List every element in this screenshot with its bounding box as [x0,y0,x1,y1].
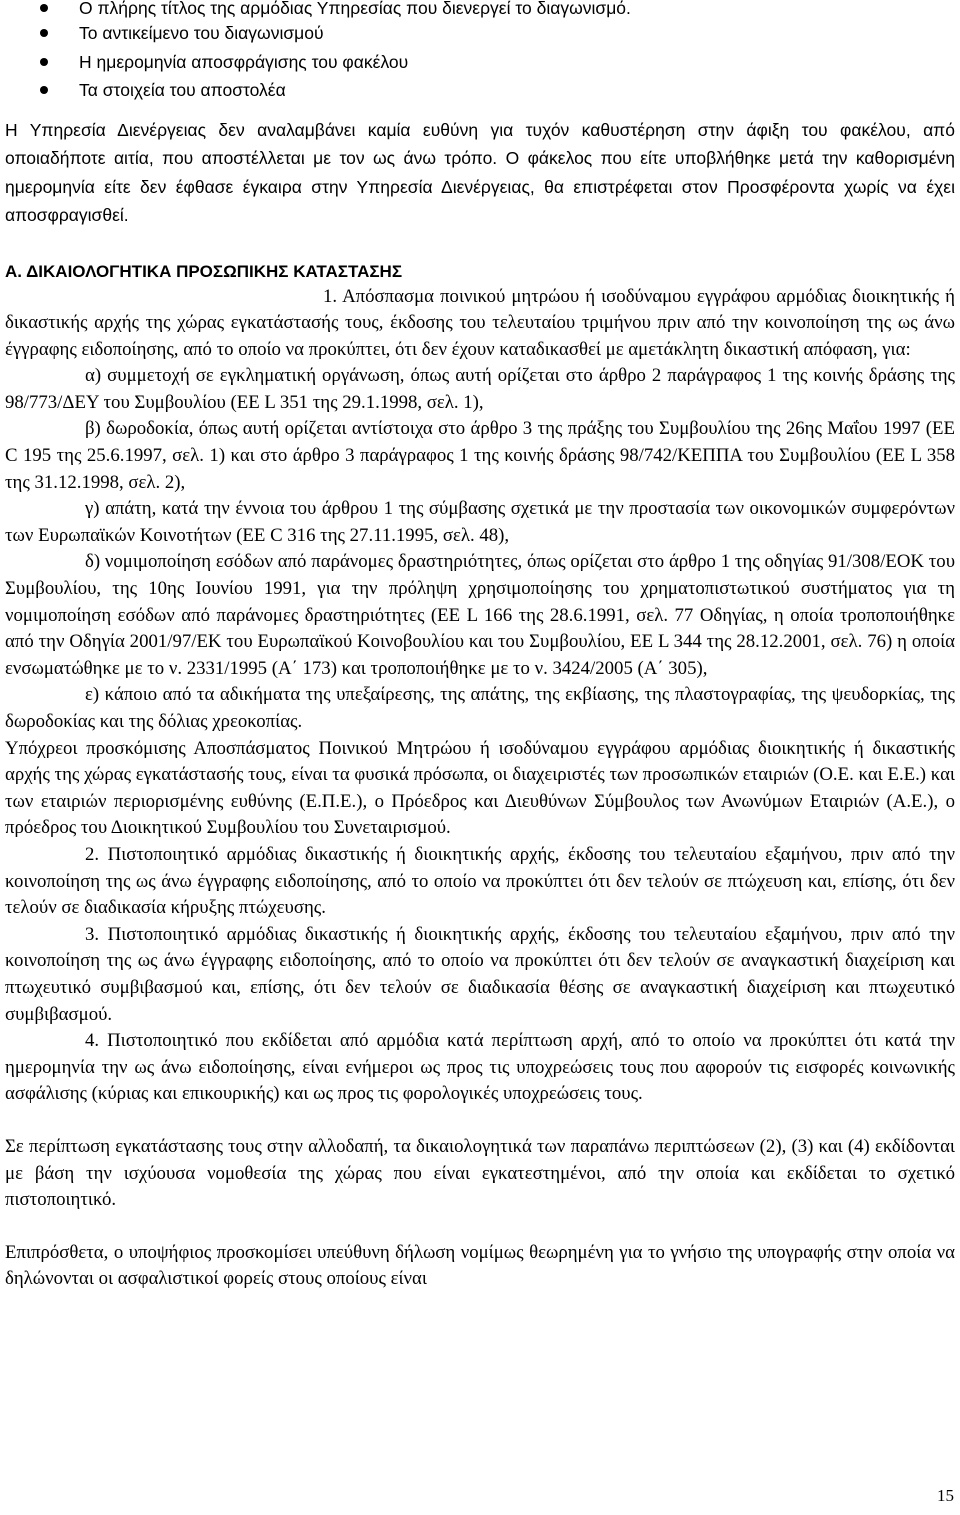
sub-item-d: δ) νομιμοποίηση εσόδων από παράνομες δραστηριότητες, όπως ορίζεται στο άρθρο 1 της οδηγίας 91/308/ΕΟΚ του Συμβουλίου, της 10ης Ιουνίου 1991, για την πρόληψη χρησιμοποίησης του χρηματοπιστωτικού συστήματος για τη νομιμοποίηση εσόδων από παράνομες δραστηριότητες (ΕΕ L 166 της 28.6.1991, σελ. 77 Οδηγίας, η οποία τροποποιήθηκε από την Οδηγία 2001/97/ΕΚ του Ευρωπαϊκού Κοινοβουλίου και του Συμβουλίου, ΕΕ L 344 της 28.12.2001, σελ. 76) η οποία ενσωματώθηκε με το ν. 2331/1995 (Α΄ 173) και τροποποιήθηκε με το ν. 3424/2005 (Α΄ 305), [5,551,955,679]
item-1-paragraph: 1. Απόσπασμα ποινικού μητρώου ή ισοδύναμου εγγράφου αρμόδιας διοικητικής ή δικαστικής αρχής της χώρας εγκατάστασής τους, έκδοσης του τελευταίου τριμήνου πριν από την κοινοποίηση της ως άνω έγγραφης ειδοποίησης, από το οποίο να προκύπτει, ότι δεν έχουν καταδικασθεί με αμετάκλητη δικαστική απόφαση, για: [5,285,955,360]
page-number: 15 [937,1486,954,1505]
spacer [5,1214,955,1240]
sub-item-b: β) δωροδοκία, όπως αυτή ορίζεται αντίστοιχα στο άρθρο 3 της πράξης του Συμβουλίου της 26ης Μαΐου 1997 (ΕΕ C 195 της 25.6.1997, σελ. 1) και στο άρθρο 3 παράγραφος 1 της κοινής δράσης 98/742/ΚΕΠΠΑ του Συμβουλίου (ΕΕ L 358 της 31.12.1998, σελ. 2), [5,418,955,493]
sub-item-a: α) συμμετοχή σε εγκληματική οργάνωση, όπως αυτή ορίζεται στο άρθρο 2 παράγραφος 1 της κοινής δράσης της 98/773/ΔΕΥ του Συμβουλίου (ΕΕ L 351 της 29.1.1998, σελ. 1), [5,365,955,413]
spacer [5,1108,955,1134]
sub-item-c: γ) απάτη, κατά την έννοια του άρθρου 1 της σύμβασης σχετικά με την προστασία των οικονομικών συμφερόντων των Ευρωπαϊκών Κοινοτήτων (ΕΕ C 316 της 27.11.1995, σελ. 48), [5,498,955,546]
list-item: Η ημερομηνία αποσφράγισης του φακέλου [5,49,955,78]
item-3-paragraph: 3. Πιστοποιητικό αρμόδιας δικαστικής ή διοικητικής αρχής, έκδοσης του τελευταίου εξαμήνου, πριν από την κοινοποίηση της ως άνω έγγραφης ειδοποίησης, από το οποίο να προκύπτει ότι δεν τελούν σε αναγκαστική διαχείριση και πτωχευτικό συμβιβασμού και, επίσης, ότι δεν τελούν σε διαδικασία θέσης σε αναγκαστική διαχείριση και πτωχευτικό συμβιβασμού. [5,923,955,1025]
document-page [5,0,955,1293]
list-item: Τα στοιχεία του αποστολέα [5,77,955,106]
item-2-paragraph: 2. Πιστοποιητικό αρμόδιας δικαστικής ή διοικητικής αρχής, έκδοσης του τελευταίου εξαμήνου, πριν από την κοινοποίηση της ως άνω έγγραφης ειδοποίησης, από το οποίο να προκύπτει ότι δεν τελούν σε πτώχευση και, επίσης, ότι δεν τελούν σε διαδικασία κήρυξης πτώχευσης. [5,843,955,919]
list-item: Το αντικείμενο του διαγωνισμού [5,20,955,49]
intro-paragraph: Η Υπηρεσία Διενέργειας δεν αναλαμβάνει καμία ευθύνη για τυχόν καθυστέρηση στην άφιξη του φακέλου, από οποιαδήποτε αιτία, που αποστέλλεται με τον ως άνω τρόπο. Ο φάκελος που είτε υποβλήθηκε μετά την καθορισμένη ημερομηνία είτε δεν έφθασε έγκαιρα στην Υπηρεσία Διενέργειας, θα επιστρέφεται στον Προσφέροντα χωρίς να έχει αποσφραγισθεί. [5,119,955,225]
bullet-icon [40,58,48,66]
list-item: Ο πλήρης τίτλος της αρμόδιας Υπηρεσίας που διενεργεί το διαγωνισμό. [5,0,955,20]
bullet-icon [40,29,48,37]
bullet-icon [40,4,48,12]
obligated-persons-paragraph: Υπόχρεοι προσκόμισης Αποσπάσματος Ποινικού Μητρώου ή ισοδύναμου εγγράφου αρμόδιας διοικητικής ή δικαστικής αρχής της χώρας εγκατάστασής τους, είναι τα φυσικά πρόσωπα, οι διαχειριστές των προσωπικών εταιριών (Ο.Ε. και Ε.Ε.) και των εταιριών περιορισμένης ευθύνης (Ε.Π.Ε.), ο Πρόεδρος και Διευθύνων Σύμβουλος των Ανωνύμων Εταιριών (Α.Ε.), ο πρόεδρος του Διοικητικού Συμβουλίου του Συνεταιρισμού. [5,737,955,839]
envelope-requirements-list [5,0,955,106]
additional-declaration-paragraph: Επιπρόσθετα, ο υποψήφιος προσκομίσει υπεύθυνη δήλωση νομίμως θεωρημένη για το γνήσιο της υπογραφής στην οποία να δηλώνονται οι ασφαλιστικοί φορείς στους οποίους είναι [5,1241,955,1290]
section-heading: Α. ΔΙΚΑΙΟΛΟΓΗΤΙΚΑ ΠΡΟΣΩΠΙΚΗΣ ΚΑΤΑΣΤΑΣΗΣ [5,261,403,281]
item-4-paragraph: 4. Πιστοποιητικό που εκδίδεται από αρμόδια κατά περίπτωση αρχή, από το οποίο να προκύπτει ότι κατά την ημερομηνία την ως άνω ειδοποίησης, είναι ενήμεροι ως προς τις υποχρεώσεις τους που αφορούν τις εισφορές κοινωνικής ασφάλισης (κύριας και επικουρικής) και ως προς τις φορολογικές υποχρεώσεις τους. [5,1030,955,1105]
sub-item-e: ε) κάποιο από τα αδικήματα της υπεξαίρεσης, της απάτης, της εκβίασης, της πλαστογραφίας, της ψευδορκίας, της δωροδοκίας και της δόλιας χρεοκοπίας. [5,684,955,732]
bullet-icon [40,86,48,94]
abroad-paragraph: Σε περίπτωση εγκατάστασης τους στην αλλοδαπή, τα δικαιολογητικά των παραπάνω περιπτώσεων (2), (3) και (4) εκδίδονται με βάση την ισχύουσα νομοθεσία της χώρας που είναι εγκατεστημένοι, από την οποία και εκδίδεται το σχετικό πιστοποιητικό. [5,1135,955,1211]
